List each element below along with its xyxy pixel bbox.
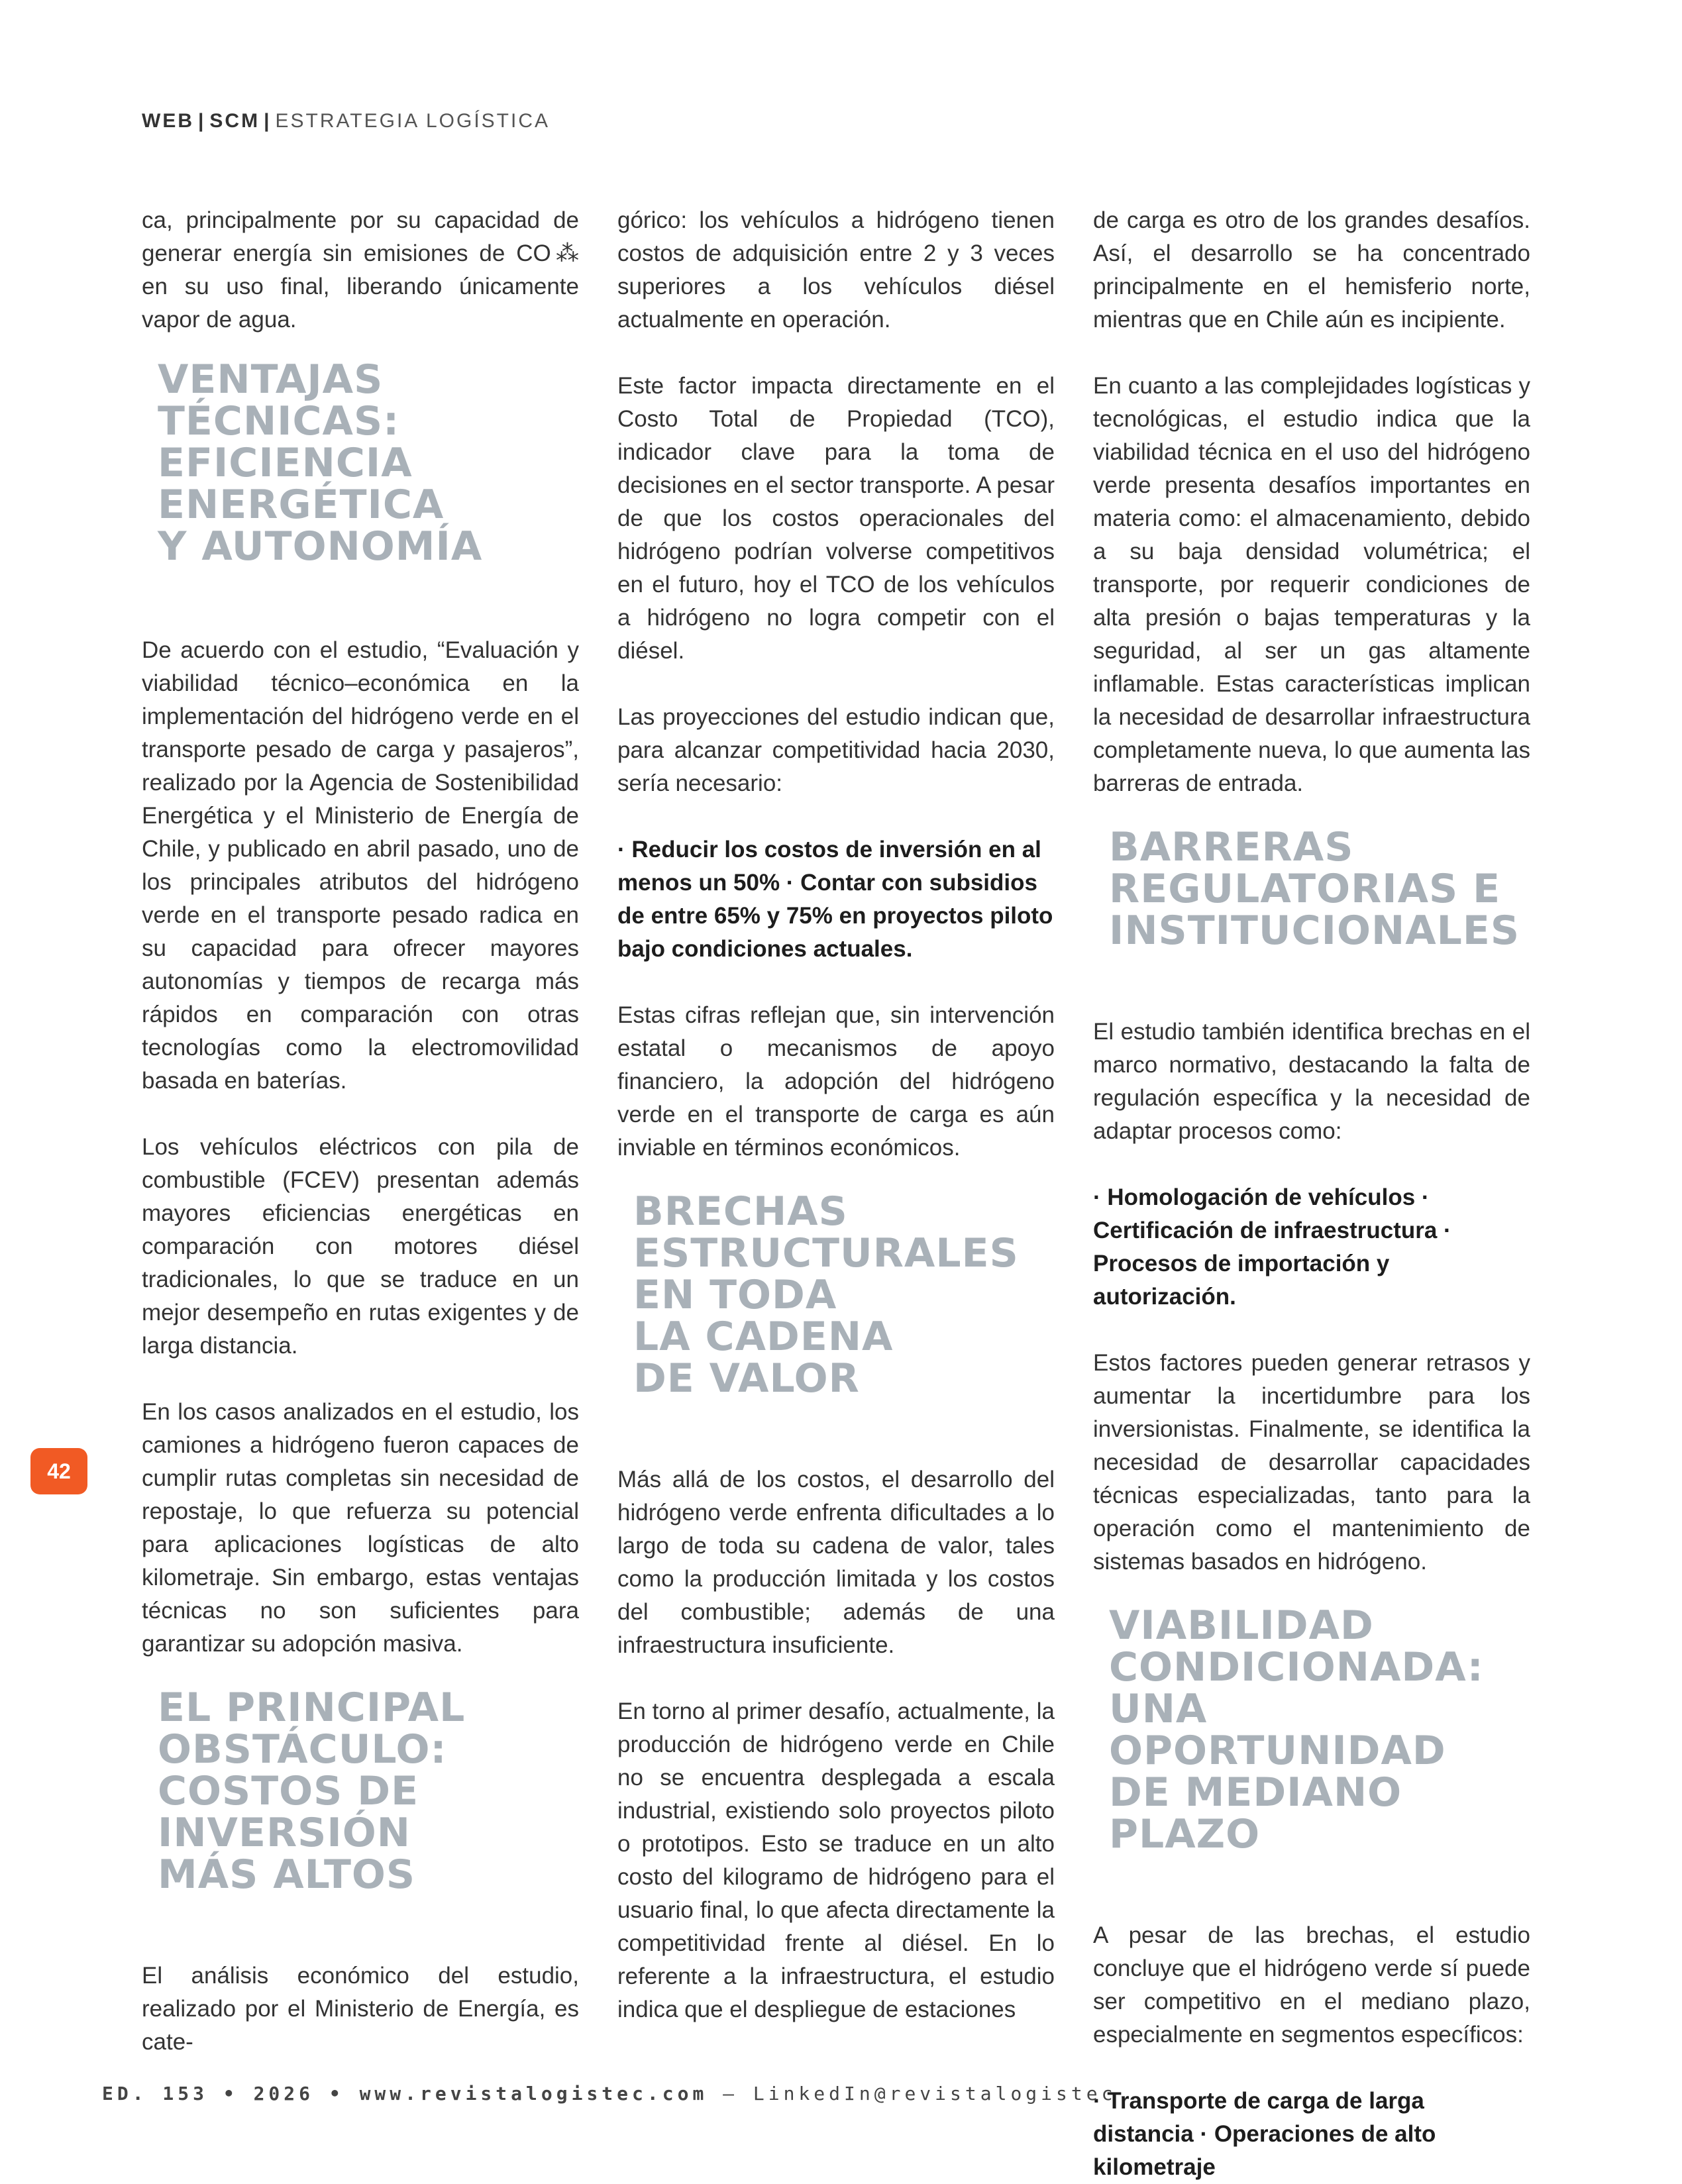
heading-brechas: BRECHAS ESTRUCTURALES EN TODA LA CADENA DE VALOR bbox=[633, 1188, 1019, 1402]
paragraph-mas-alla: Más allá de los costos, el desarrollo del hidrógeno verde enfrenta dificultades a lo largo de toda su cadena de valor, tales como la producción limitada y los costos del combustible; además de una infraestructura insuficiente. bbox=[617, 1467, 1055, 1658]
heading-barreras: BARRERAS REGULATORIAS E INSTITUCIONALES bbox=[1109, 824, 1520, 954]
paragraph-complejidades: En cuanto a las complejidades logísticas y tecnológicas, el estudio indica que la viabilidad técnica en el uso del hidrógeno verde presenta desafíos importantes en materia como: el almacenamiento, debido a su baja densidad volumétrica; el transporte, por requerir condiciones de alta presión o bajas temperaturas y la seguridad, al ser un gas altamente inflamable. Estas características implican la necesidad de desarrollar infraestructura completamente nueva, lo que aumenta las barreras de entrada. bbox=[1093, 373, 1530, 796]
bullet-transporte: · Transporte de carga de larga distancia · Operaciones de alto kilometraje bbox=[1093, 2088, 1436, 2180]
paragraph-pesar: A pesar de las brechas, el estudio concluye que el hidrógeno verde sí puede ser competitivo en el mediano plazo, especialmente en segmentos específicos: bbox=[1093, 1922, 1530, 2048]
page-number-badge: 42 bbox=[30, 1448, 87, 1494]
header-web: WEB bbox=[142, 110, 194, 132]
heading-viabilidad: VIABILIDAD CONDICIONADA: UNA OPORTUNIDAD DE MEDIANO PLAZO bbox=[1109, 1602, 1484, 1857]
footer-social: – LinkedIn@revistalogistec bbox=[723, 2083, 1117, 2105]
bullet-homologacion: · Homologación de vehículos · Certificación de infraestructura · Procesos de importación y autorización. bbox=[1093, 1184, 1451, 1310]
column-2 bbox=[617, 204, 1055, 2026]
paragraph-cifras: Estas cifras reflejan que, sin intervención estatal o mecanismos de apoyo financiero, la adopción del hidrógeno verde en el transporte de carga es aún inviable en términos económicos. bbox=[617, 1002, 1055, 1161]
heading-obstaculo: EL PRINCIPAL OBSTÁCULO: COSTOS DE INVERSIÓN MÁS ALTOS bbox=[158, 1685, 466, 1898]
header-section: ESTRATEGIA LOGÍSTICA bbox=[275, 110, 551, 132]
paragraph-analisis: El análisis económico del estudio, realizado por el Ministerio de Energía, es cate- bbox=[142, 1963, 579, 2055]
footer-edition: ED. 153 • 2026 • www.revistalogistec.com bbox=[102, 2083, 708, 2105]
column-3 bbox=[1093, 204, 1530, 2184]
paragraph-carga: de carga es otro de los grandes desafíos. Así, el desarrollo se ha concentrado principalmente en el hemisferio norte, mientras que en Chile aún es incipiente. bbox=[1093, 207, 1530, 333]
paragraph-proyecciones: Las proyecciones del estudio indican que, para alcanzar competitividad hacia 2030, sería necesario: bbox=[617, 704, 1055, 796]
paragraph-factor: Este factor impacta directamente en el Costo Total de Propiedad (TCO), indicador clave para la toma de decisiones en el sector transporte. A pesar de que los costos operacionales del hidrógeno podrían volverse competitivos en el futuro, hoy el TCO de los vehículos a hidrógeno no logra competir con el diésel. bbox=[617, 373, 1055, 664]
heading-ventajas: VENTAJAS TÉCNICAS: EFICIENCIA ENERGÉTICA Y AUTONOMÍA bbox=[158, 356, 483, 570]
paragraph-fcev: Los vehículos eléctricos con pila de combustible (FCEV) presentan además mayores eficiencias energéticas en comparación con motores diésel tradicionales, lo que se traduce en un mejor desempeño en rutas exigentes y de larga distancia. bbox=[142, 1134, 579, 1359]
page-header: WEB | SCM | ESTRATEGIA LOGÍSTICA bbox=[142, 110, 551, 132]
paragraph-identifica: El estudio también identifica brechas en el marco normativo, destacando la falta de regulación específica y la necesidad de adaptar procesos como: bbox=[1093, 1019, 1530, 1144]
column-1 bbox=[142, 204, 579, 2059]
paragraph-casos: En los casos analizados en el estudio, los camiones a hidrógeno fueron capaces de cumplir rutas completas sin necesidad de repostaje, lo que refuerza su potencial para aplicaciones logísticas de alto kilometraje. Sin embargo, estas ventajas técnicas no son suficientes para garantizar su adopción masiva. bbox=[142, 1399, 579, 1657]
header-scm: SCM bbox=[209, 110, 260, 132]
page-footer bbox=[102, 2083, 1116, 2105]
paragraph-factores: Estos factores pueden generar retrasos y aumentar la incertidumbre para los inversionistas. Finalmente, se identifica la necesidad de desarrollar capacidades técnicas especializadas, tanto para la operación como el mantenimiento de sistemas basados en hidrógeno. bbox=[1093, 1350, 1530, 1575]
paragraph-torno: En torno al primer desafío, actualmente, la producción de hidrógeno verde en Chile no se encuentra desplegada a escala industrial, existiendo solo proyectos piloto o prototipos. Esto se traduce en un alto costo del kilogramo de hidrógeno para el usuario final, lo que afecta directamente la competitividad frente al diésel. En lo referente a la infraestructura, el estudio indica que el despliegue de estaciones bbox=[617, 1698, 1055, 2022]
paragraph-intro: ca, principalmente por su capacidad de generar energía sin emisiones de CO⁂ en su uso final, liberando únicamente vapor de agua. bbox=[142, 207, 579, 333]
bullet-reducir: · Reducir los costos de inversión en al menos un 50% · Contar con subsidios de entre 65% y 75% en proyectos piloto bajo condiciones actuales. bbox=[617, 837, 1053, 962]
paragraph-acuerdo: De acuerdo con el estudio, “Evaluación y viabilidad técnico–económica en la implementación del hidrógeno verde en el transporte pesado de carga y pasajeros”, realizado por la Agencia de Sostenibilidad Energética y el Ministerio de Energía de Chile, y publicado en abril pasado, uno de los principales atributos del hidrógeno verde en el transporte pesado radica en su capacidad para ofrecer mayores autonomías y tiempos de recarga más rápidos en comparación con otras tecnologías como la electromovilidad basada en baterías. bbox=[142, 637, 579, 1094]
paragraph-gorico: górico: los vehículos a hidrógeno tienen costos de adquisición entre 2 y 3 veces superiores a los vehículos diésel actualmente en operación. bbox=[617, 207, 1055, 333]
